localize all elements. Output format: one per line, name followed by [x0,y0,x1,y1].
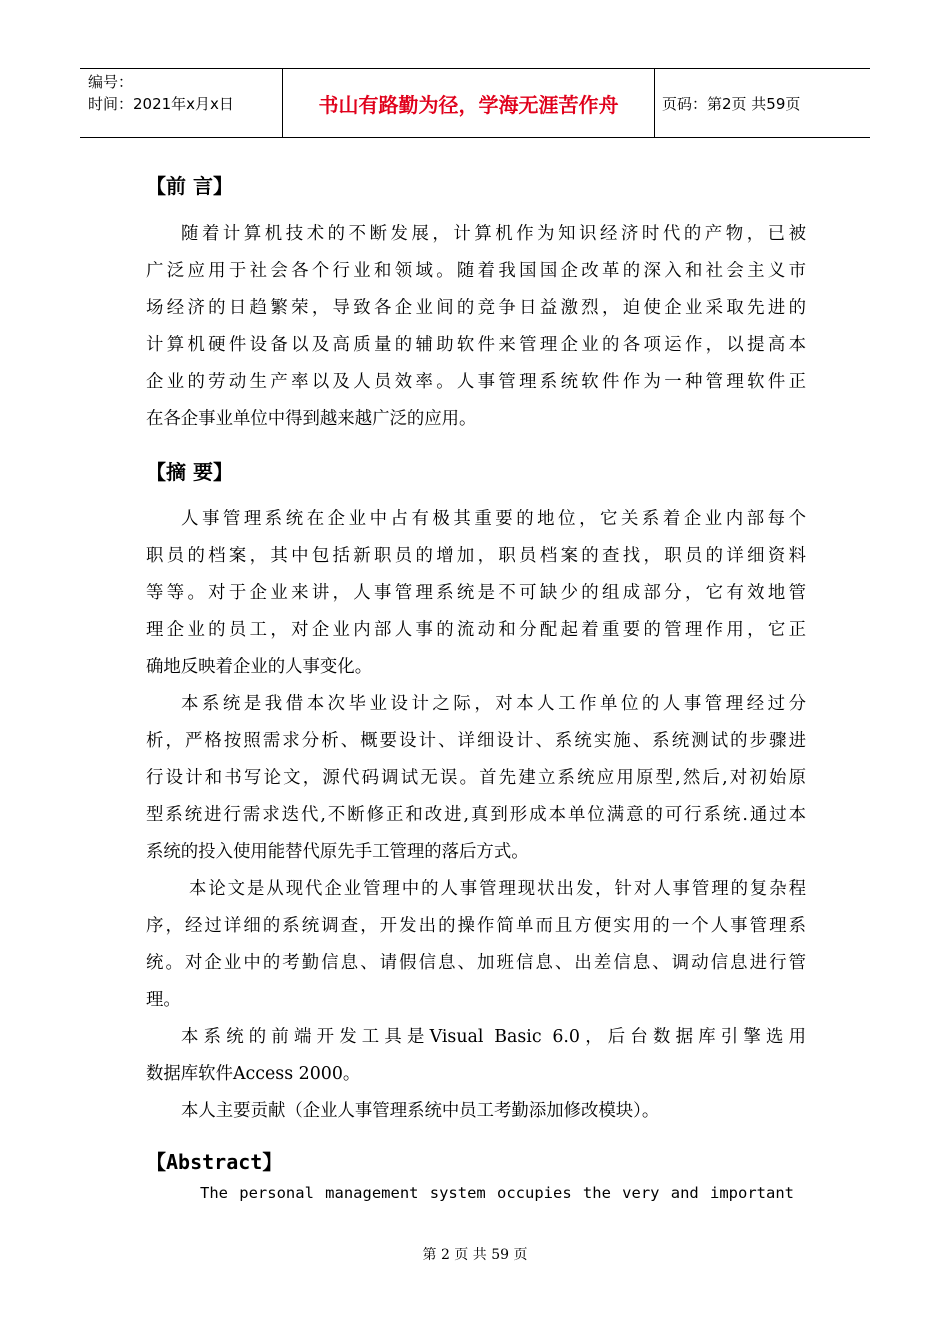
text-line: 计算机硬件设备以及高质量的辅助软件来管理企业的各项运作，以提高本 [146,335,806,355]
text-line: 随着计算机技术的不断发展，计算机作为知识经济时代的产物，已被 [181,224,806,244]
page-header [80,68,870,138]
text-line: 析，严格按照需求分析、概要设计、详细设计、系统实施、系统测试的步骤进 [146,731,806,751]
header-meta [88,71,284,115]
text-line: 本系统是我借本次毕业设计之际，对本人工作单位的人事管理经过分 [181,694,806,714]
preface-heading: 【前 言】 [146,174,233,198]
text-line: 企业的劳动生产率以及人员效率。人事管理系统软件作为一种管理软件正 [146,372,806,392]
text-line: 本系统的前端开发工具是Visual Basic 6.0，后台数据库引擎选用 [181,1027,806,1047]
text-line: 场经济的日趋繁荣，导致各企业间的竞争日益激烈，迫使企业采取先进的 [146,298,806,318]
summary-heading: 【摘 要】 [146,460,233,484]
text-line: 行设计和书写论文，源代码调试无误。首先建立系统应用原型,然后,对初始原 [146,768,806,788]
text-line: 数据库软件Access 2000。 [146,1064,361,1084]
page-footer: 第 2 页 共 59 页 [422,1247,528,1263]
text-line: 人事管理系统在企业中占有极其重要的地位，它关系着企业内部每个 [181,509,806,529]
abstract-heading: 【Abstract】 [146,1150,283,1174]
text-line: 型系统进行需求迭代,不断修正和改进,真到形成本单位满意的可行系统.通过本 [146,805,806,825]
text-line: 本论文是从现代企业管理中的人事管理现状出发，针对人事管理的复杂程 [189,879,806,899]
header-motto: 书山有路勤为径，学海无涯苦作舟 [318,92,619,117]
time-label: 时间：2021年x月x日 [88,95,234,113]
text-line: 理企业的员工，对企业内部人事的流动和分配起着重要的管理作用，它正 [146,620,806,640]
text-line: 在各企事业单位中得到越来越广泛的应用。 [146,409,477,429]
text-line: 统。对企业中的考勤信息、请假信息、加班信息、出差信息、调动信息进行管 [146,953,806,973]
text-line: 序，经过详细的系统调查，开发出的操作简单而且方便实用的一个人事管理系 [146,916,806,936]
text-line: 系统的投入使用能替代原先手工管理的落后方式。 [146,842,529,862]
abstract-text-line: The personal management system occupies the very and important [200,1184,794,1202]
header-divider [654,69,655,137]
text-line: 本人主要贡献（企业人事管理系统中员工考勤添加修改模块）。 [181,1101,660,1121]
preface-paragraph [146,216,806,438]
text-line: 等等。对于企业来讲，人事管理系统是不可缺少的组成部分，它有效地管 [146,583,806,603]
text-line: 理。 [146,990,181,1010]
summary-body [146,501,806,1130]
text-line: 职员的档案，其中包括新职员的增加，职员档案的查找，职员的详细资料 [146,546,806,566]
number-label: 编号： [88,73,134,91]
text-line: 确地反映着企业的人事变化。 [146,657,373,677]
header-page-code: 页码：第2页 共59页 [662,94,801,113]
text-line: 广泛应用于社会各个行业和领域。随着我国国企改革的深入和社会主义市 [146,261,806,281]
